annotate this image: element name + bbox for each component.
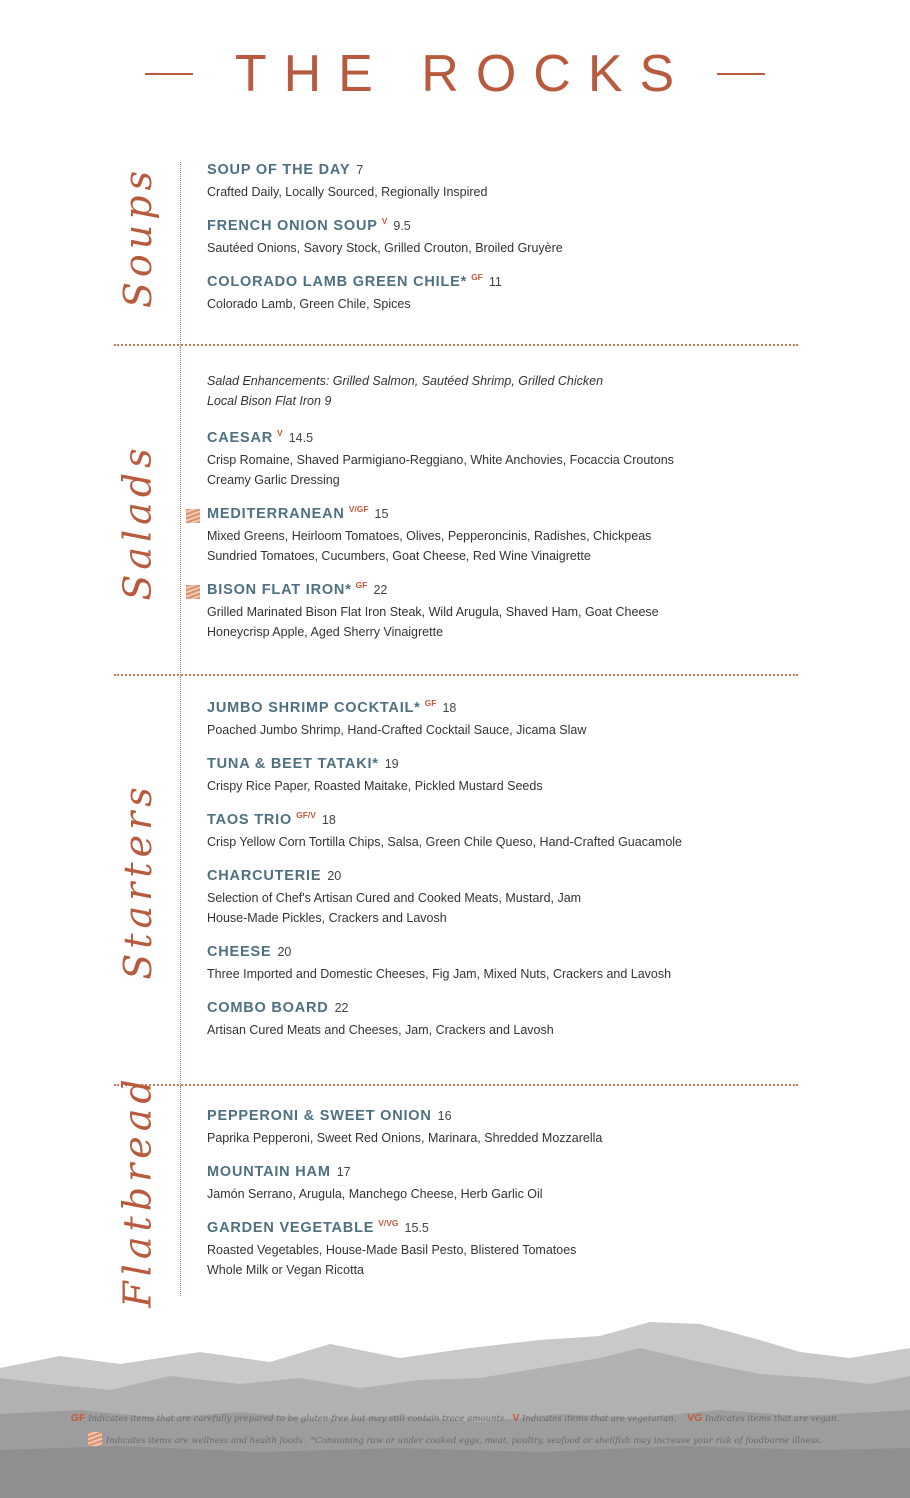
- item-description: Jamón Serrano, Arugula, Manchego Cheese, Herb Garlic Oil: [207, 1187, 543, 1201]
- menu-header: [0, 44, 910, 104]
- item-description: Crispy Rice Paper, Roasted Maitake, Pickled Mustard Seeds: [207, 779, 543, 793]
- menu-item: [207, 700, 827, 740]
- item-description: House-Made Pickles, Crackers and Lavosh: [207, 911, 447, 925]
- menu-item: [207, 756, 827, 796]
- section-flatbread: [0, 1074, 910, 1308]
- section-divider-line: [180, 1086, 181, 1296]
- item-description: Roasted Vegetables, House-Made Basil Pesto, Blistered Tomatoes: [207, 1243, 577, 1257]
- dietary-tag: GF: [471, 272, 483, 282]
- item-heading: [207, 1164, 827, 1184]
- item-heading: [207, 162, 827, 182]
- dietary-tag: V/VG: [378, 1218, 399, 1228]
- item-price: 20: [277, 945, 292, 959]
- item-name: COMBO BOARD: [207, 1000, 329, 1016]
- item-price: 19: [384, 757, 399, 771]
- item-description: Artisan Cured Meats and Cheeses, Jam, Crackers and Lavosh: [207, 1023, 554, 1037]
- dietary-tag: V/GF: [348, 504, 369, 514]
- title-rule-left: [145, 73, 193, 75]
- item-name: MEDITERRANEAN: [207, 506, 345, 522]
- item-name: CHEESE: [207, 944, 272, 960]
- item-description: Creamy Garlic Dressing: [207, 473, 340, 487]
- item-name: COLORADO LAMB GREEN CHILE*: [207, 274, 468, 290]
- item-heading: [207, 756, 827, 776]
- restaurant-title: THE ROCKS: [234, 45, 692, 103]
- v-mark: V: [512, 1412, 520, 1424]
- item-name: JUMBO SHRIMP COCKTAIL*: [207, 700, 421, 716]
- item-description: Whole Milk or Vegan Ricotta: [207, 1263, 365, 1277]
- legend-line-2: [0, 1432, 910, 1446]
- item-price: 9.5: [393, 219, 411, 233]
- section-label: [116, 1074, 160, 1308]
- item-list: [207, 700, 827, 1056]
- vg-note: Indicates items that are vegan.: [705, 1414, 840, 1424]
- item-price: 18: [321, 813, 336, 827]
- item-price: 16: [437, 1109, 452, 1123]
- item-description: Crisp Romaine, Shaved Parmigiano-Reggiano, White Anchovies, Focaccia Croutons: [207, 453, 674, 467]
- dietary-tag: GF: [424, 698, 437, 708]
- item-name: PEPPERONI & SWEET ONION: [207, 1108, 432, 1124]
- item-price: 20: [327, 869, 342, 883]
- section-salads: [0, 347, 910, 675]
- title-rule-right: [717, 73, 765, 75]
- section-soups: [0, 162, 910, 347]
- section-divider-line: [180, 347, 181, 675]
- enhancement-line: Salad Enhancements: Grilled Salmon, Sautéed Shrimp, Grilled Chicken: [207, 374, 604, 388]
- item-heading: [207, 430, 827, 450]
- wellness-icon: [186, 509, 200, 523]
- item-price: 15: [374, 507, 389, 521]
- menu-item: [207, 1000, 827, 1040]
- item-name: SOUP OF THE DAY: [207, 162, 351, 178]
- item-description: Three Imported and Domestic Cheeses, Fig Jam, Mixed Nuts, Crackers and Lavosh: [207, 967, 672, 981]
- gf-note: Indicates items that are carefully prepared to be gluten-free but may still contain trace amounts.: [88, 1414, 507, 1424]
- legend-line-1: [0, 1412, 910, 1424]
- mountain-silhouette: [0, 1318, 910, 1498]
- item-price: 17: [336, 1165, 351, 1179]
- gf-mark: GF: [70, 1412, 86, 1424]
- item-description: Crisp Yellow Corn Tortilla Chips, Salsa, Green Chile Queso, Hand-Crafted Guacamole: [207, 835, 682, 849]
- dietary-tag: GF: [355, 580, 368, 590]
- item-description: Sundried Tomatoes, Cucumbers, Goat Cheese, Red Wine Vinaigrette: [207, 549, 591, 563]
- item-name: TAOS TRIO: [207, 812, 293, 828]
- enhancement-line: Local Bison Flat Iron 9: [207, 394, 332, 408]
- item-description: Crafted Daily, Locally Sourced, Regionally Inspired: [207, 185, 488, 199]
- section-label-text: Soups: [116, 165, 160, 309]
- menu-item: [207, 218, 827, 258]
- dietary-tag: V: [381, 216, 388, 226]
- item-name: CAESAR: [207, 430, 274, 446]
- item-price: 15.5: [404, 1221, 429, 1235]
- item-description: Mixed Greens, Heirloom Tomatoes, Olives, Pepperoncinis, Radishes, Chickpeas: [207, 529, 652, 543]
- item-heading: [207, 274, 827, 294]
- item-name: CHARCUTERIE: [207, 868, 322, 884]
- menu-item: [207, 1164, 827, 1204]
- mountain-base: [0, 1446, 910, 1498]
- item-name: GARDEN VEGETABLE: [207, 1220, 375, 1236]
- item-heading: [207, 1000, 827, 1020]
- section-separator: [114, 344, 798, 346]
- item-heading: [207, 1220, 827, 1240]
- menu-item: [207, 506, 827, 566]
- wellness-icon: [186, 585, 200, 599]
- menu-item: [207, 812, 827, 852]
- wellness-note: Indicates items are wellness and health foods.: [105, 1436, 306, 1446]
- v-note: Indicates items that are vegetarian.: [522, 1414, 677, 1424]
- vg-mark: VG: [687, 1412, 703, 1424]
- item-heading: [207, 812, 827, 832]
- menu-item: [207, 274, 827, 314]
- section-label-text: Flatbread: [116, 1074, 160, 1308]
- item-price: 7: [356, 163, 364, 177]
- item-description: Grilled Marinated Bison Flat Iron Steak, Wild Arugula, Shaved Ham, Goat Cheese: [207, 605, 659, 619]
- item-name: TUNA & BEET TATAKI*: [207, 756, 379, 772]
- item-description: Sautéed Onions, Savory Stock, Grilled Crouton, Broiled Gruyère: [207, 241, 563, 255]
- item-heading: [207, 506, 827, 526]
- item-heading: [207, 1108, 827, 1128]
- item-heading: [207, 700, 827, 720]
- menu-item: [207, 1220, 827, 1280]
- section-divider-line: [180, 676, 181, 1086]
- item-list: [207, 1108, 827, 1296]
- section-label: [116, 162, 160, 312]
- menu-item: [207, 1108, 827, 1148]
- item-name: BISON FLAT IRON*: [207, 582, 352, 598]
- section-starters: [0, 676, 910, 1086]
- section-label-text: Starters: [116, 782, 160, 980]
- section-label: [116, 407, 160, 637]
- section-divider-line: [180, 162, 181, 347]
- menu-item: [207, 162, 827, 202]
- salad-enhancements: [207, 371, 827, 411]
- item-name: FRENCH ONION SOUP: [207, 218, 378, 234]
- item-description: Poached Jumbo Shrimp, Hand-Crafted Cocktail Sauce, Jicama Slaw: [207, 723, 587, 737]
- menu-item: [207, 582, 827, 642]
- item-description: Selection of Chef's Artisan Cured and Cooked Meats, Mustard, Jam: [207, 891, 582, 905]
- item-heading: [207, 582, 827, 602]
- section-label-text: Salads: [116, 443, 161, 601]
- section-label: [116, 736, 160, 1026]
- item-list: [207, 371, 827, 658]
- menu-item: [207, 944, 827, 984]
- menu-item: [207, 868, 827, 928]
- item-heading: [207, 944, 827, 964]
- item-price: 18: [442, 701, 457, 715]
- item-description: Paprika Pepperoni, Sweet Red Onions, Marinara, Shredded Mozzarella: [207, 1131, 603, 1145]
- raw-food-warning: *Consuming raw or under cooked eggs, meat, poultry, seafood or shellfish may increase your risk of foodborne illness.: [310, 1436, 823, 1446]
- item-description: Honeycrisp Apple, Aged Sherry Vinaigrette: [207, 625, 444, 639]
- item-price: 22: [373, 583, 388, 597]
- item-description: Colorado Lamb, Green Chile, Spices: [207, 297, 411, 311]
- menu-item: [207, 430, 827, 490]
- item-price: 11: [488, 275, 502, 289]
- dietary-tag: GF/V: [296, 810, 316, 820]
- item-price: 22: [334, 1001, 349, 1015]
- item-name: MOUNTAIN HAM: [207, 1164, 331, 1180]
- item-price: 14.5: [288, 431, 314, 445]
- item-heading: [207, 218, 827, 238]
- item-list: [207, 162, 827, 330]
- dietary-tag: V: [277, 428, 283, 438]
- wellness-icon: [88, 1432, 102, 1446]
- item-heading: [207, 868, 827, 888]
